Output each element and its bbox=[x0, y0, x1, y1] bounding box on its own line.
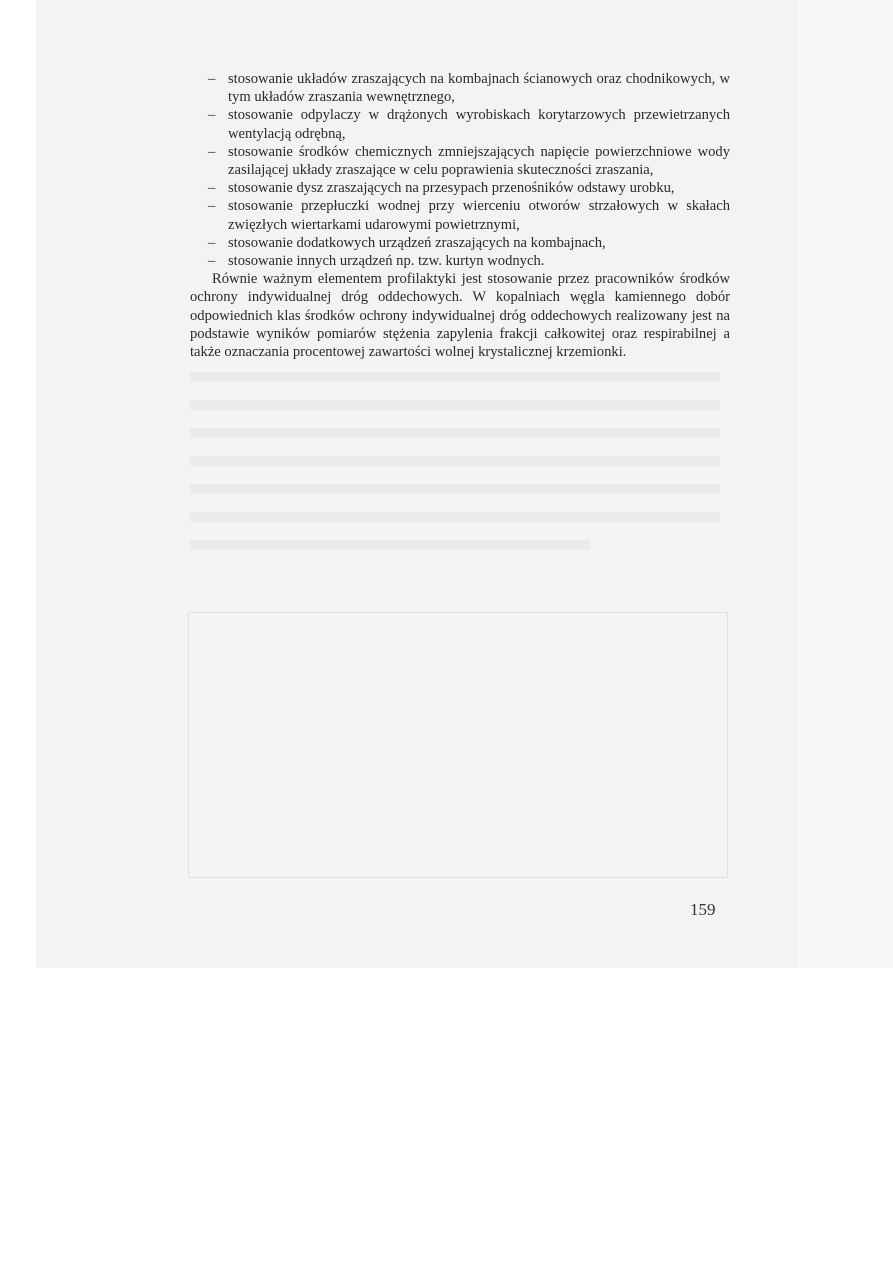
list-item-text: stosowanie innych urządzeń np. tzw. kurtyn wodnych. bbox=[228, 253, 545, 270]
list-item bbox=[190, 70, 730, 106]
dash-bullet: – bbox=[208, 180, 216, 197]
bleed-through-table bbox=[188, 612, 728, 878]
dash-bullet: – bbox=[208, 253, 216, 270]
list-item bbox=[190, 234, 730, 252]
list-item bbox=[190, 252, 730, 270]
page-number: 159 bbox=[690, 900, 716, 919]
bleed-through-line bbox=[190, 484, 720, 494]
scan-margin bbox=[798, 0, 893, 968]
bleed-through-line bbox=[190, 400, 720, 410]
bleed-through-line bbox=[190, 540, 590, 550]
body-text bbox=[190, 70, 730, 361]
list-item-text: stosowanie dysz zraszających na przesypach przenośników odstawy urobku, bbox=[228, 180, 675, 197]
list-item bbox=[190, 197, 730, 233]
dash-bullet: – bbox=[208, 71, 216, 87]
dash-bullet: – bbox=[208, 143, 216, 160]
dash-bullet: – bbox=[208, 107, 216, 124]
list-item-text: stosowanie środków chemicznych zmniejszających napięcie powierzchniowe wody zasilającej układy zraszające w celu poprawienia skuteczności zraszania, bbox=[228, 143, 730, 179]
bleed-through-line bbox=[190, 372, 720, 382]
paragraph: Równie ważnym elementem profilaktyki jest stosowanie przez pracowników środków ochrony indywidualnej dróg oddechowych. W kopalniach węgla kamiennego dobór odpowiednich klas środków ochrony indywidualnej dróg oddechowych realizowany jest na podstawie wyników pomiarów stężenia zapylenia frakcji całkowitej oraz respirabilnej a także oznaczania procentowej zawartości wolnej krystalicznej krzemionki. bbox=[190, 271, 730, 361]
dash-bullet: – bbox=[208, 198, 216, 215]
list-item bbox=[190, 179, 730, 197]
list-item-text: stosowanie dodatkowych urządzeń zraszających na kombajnach, bbox=[228, 234, 606, 251]
bleed-through-line bbox=[190, 512, 720, 522]
list-item-text: stosowanie układów zraszających na kombajnach ścianowych oraz chodnikowych, w tym układów zraszania wewnętrznego, bbox=[228, 71, 730, 106]
list-item bbox=[190, 106, 730, 142]
bleed-through-line bbox=[190, 456, 720, 466]
bleed-through-line bbox=[190, 428, 720, 438]
list-item-text: stosowanie przepłuczki wodnej przy wierceniu otworów strzałowych w skałach zwięzłych wiertarkami udarowymi powietrznymi, bbox=[228, 198, 730, 233]
prevention-list bbox=[190, 70, 730, 270]
dash-bullet: – bbox=[208, 234, 216, 251]
list-item-text: stosowanie odpylaczy w drążonych wyrobiskach korytarzowych przewietrzanych wentylacją odrębną, bbox=[228, 107, 730, 142]
list-item bbox=[190, 143, 730, 179]
